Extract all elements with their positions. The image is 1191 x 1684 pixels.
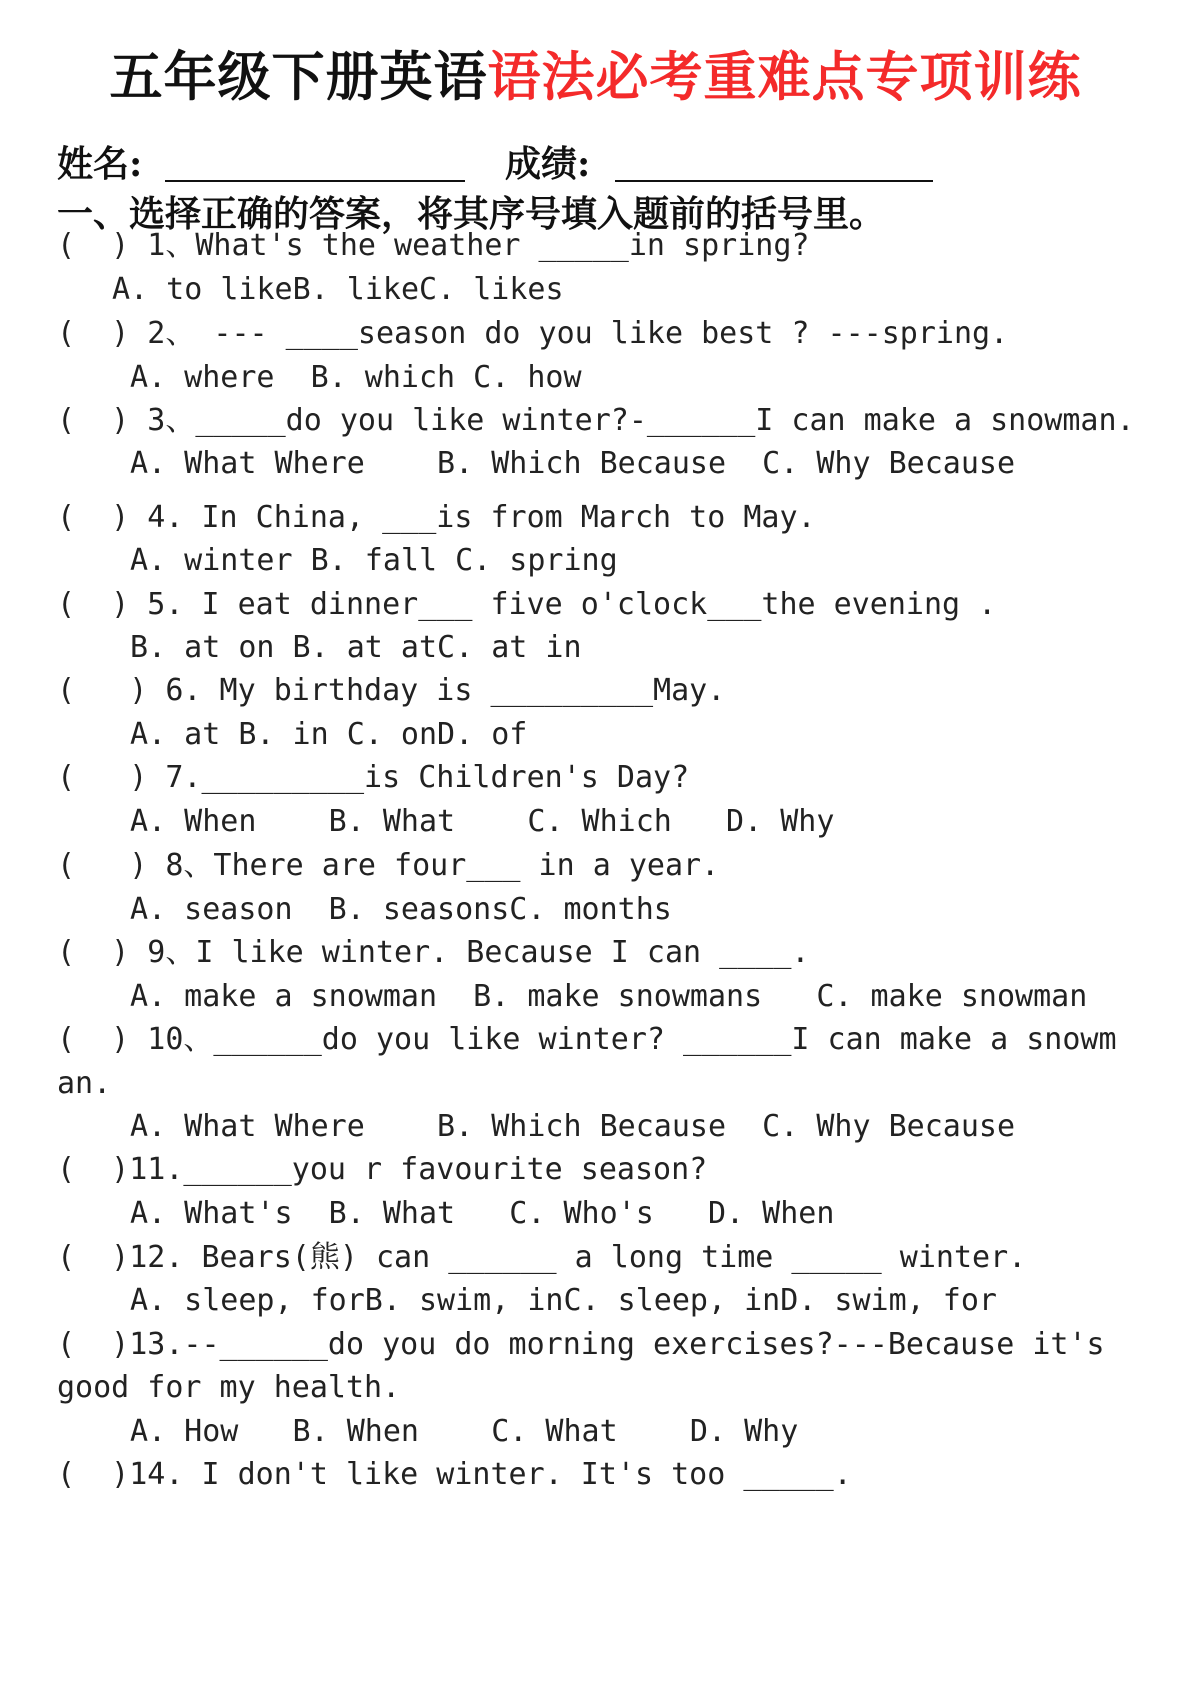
question-3-options: A. What Where B. Which Because C. Why Because — [130, 446, 1016, 481]
question-10-options: A. What Where B. Which Because C. Why Because — [130, 1109, 1016, 1144]
question-8: ( ) 8、There are four___ in a year. — [57, 848, 720, 883]
question-12-options: A. sleep, forB. swim, inC. sleep, inD. swim, for — [130, 1283, 997, 1318]
page-title — [0, 42, 1191, 114]
question-13-options: A. How B. When C. What D. Why — [130, 1414, 799, 1449]
question-11: ( )11.______you r favourite season? — [57, 1152, 708, 1187]
question-9: ( ) 9、I like winter. Because I can ____. — [57, 935, 810, 970]
question-10-continuation: an. — [57, 1066, 112, 1101]
question-2: ( ) 2、 --- ____season do you like best ? ---spring. — [57, 316, 1009, 351]
question-13: ( )13.--______do you do morning exercises?---Because it's — [57, 1327, 1105, 1362]
question-4: ( ) 4. In China, ___is from March to May. — [57, 500, 816, 535]
student-info-row — [57, 138, 1137, 190]
question-6: ( ) 6. My birthday is _________May. — [57, 673, 726, 708]
question-1: ( ) 1、What's the weather _____in spring? — [57, 228, 810, 263]
question-4-options: A. winter B. fall C. spring — [130, 543, 618, 578]
question-11-options: A. What's B. What C. Who's D. When — [130, 1196, 835, 1231]
question-14: ( )14. I don't like winter. It's too _____. — [57, 1457, 852, 1492]
question-7-options: A. When B. What C. Which D. Why — [130, 804, 835, 839]
question-12: ( )12. Bears(熊) can ______ a long time _____ winter. — [57, 1240, 1027, 1275]
question-7: ( ) 7._________is Children's Day? — [57, 760, 690, 795]
question-13-continuation: good for my health. — [57, 1370, 401, 1405]
question-10: ( ) 10、______do you like winter? ______I can make a snowm — [57, 1022, 1117, 1057]
question-5-options: B. at on B. at atC. at in — [130, 630, 582, 665]
question-5: ( ) 5. I eat dinner___ five o'clock___the evening . — [57, 587, 997, 622]
title-part-red: 语法必考重难点专项训练 — [487, 47, 1082, 108]
question-1-options: A. to likeB. likeC. likes — [112, 272, 564, 307]
name-field[interactable] — [165, 180, 465, 182]
score-label: 成绩: — [505, 143, 591, 185]
question-8-options: A. season B. seasonsC. months — [130, 892, 672, 927]
title-part-black: 五年级下册英语 — [109, 47, 488, 108]
question-3: ( ) 3、_____do you like winter?-______I can make a snowman. — [57, 403, 1135, 438]
question-9-options: A. make a snowman B. make snowmans C. make snowman — [130, 979, 1088, 1014]
score-field[interactable] — [615, 180, 933, 182]
question-2-options: A. where B. which C. how — [130, 360, 582, 395]
name-label: 姓名: — [57, 143, 143, 185]
question-6-options: A. at B. in C. onD. of — [130, 717, 528, 752]
section-heading: 一、选择正确的答案，将其序号填入题前的括号里。 — [57, 193, 886, 235]
